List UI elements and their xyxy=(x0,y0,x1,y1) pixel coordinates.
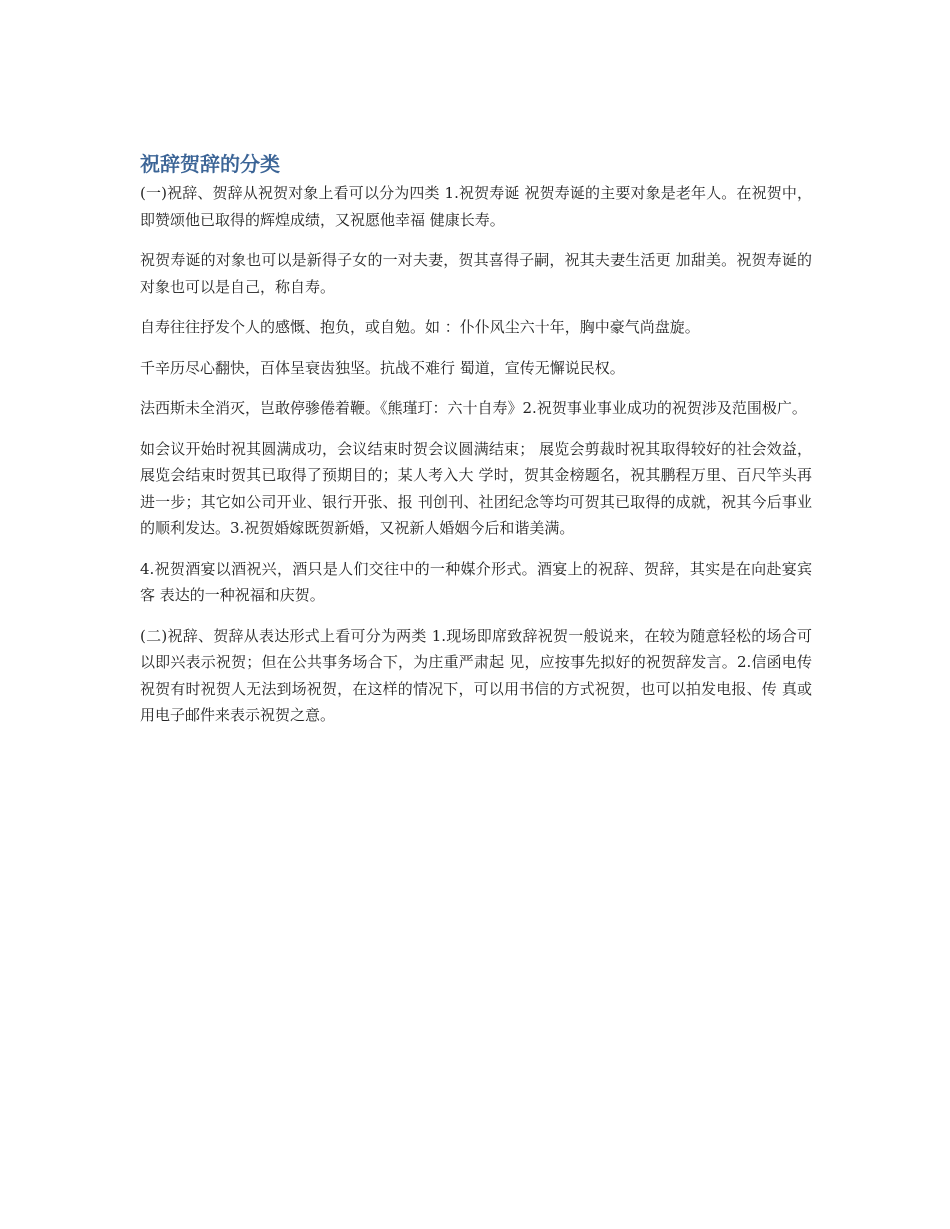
paragraph: 4.祝贺酒宴以酒祝兴，酒只是人们交往中的一种媒介形式。酒宴上的祝辞、贺辞，其实是在向赴宴宾客 表达的一种祝福和庆贺。 xyxy=(140,559,812,604)
paragraph: (一)祝辞、贺辞从祝贺对象上看可以分为四类 1.祝贺寿诞 祝贺寿诞的主要对象是老年人。在祝贺中，即赞颂他已取得的辉煌成绩，又祝愿他幸福 健康长寿。 xyxy=(140,184,812,229)
paragraph: 祝贺寿诞的对象也可以是新得子女的一对夫妻，贺其喜得子嗣，祝其夫妻生活更 加甜美。祝贺寿诞的对象也可以是自己，称自寿。 xyxy=(140,251,812,296)
paragraph: 自寿往往抒发个人的感慨、抱负，或自勉。如 ：仆仆风尘六十年，胸中豪气尚盘旋。 xyxy=(140,318,700,336)
paragraph: 如会议开始时祝其圆满成功，会议结束时贺会议圆满结束； 展览会剪裁时祝其取得较好的社会效益，展览会结束时贺其已取得了预期目的；某人考入大 学时，贺其金榜题名，祝其鹏程万里、百尺竿头再进一步；其它如公司开业、银行开张、报 刊创刊、社团纪念等均可贺其已取得的成就，祝其今后事业的顺利发达。3.祝贺婚嫁既贺新婚，又祝新人婚姻今后和谐美满。 xyxy=(140,439,812,537)
paragraph: 千辛历尽心翻快，百体呈衰齿独坚。抗战不难行 蜀道，宣传无懈说民权。 xyxy=(140,358,625,377)
document-page xyxy=(140,150,812,743)
paragraph: 法西斯未全消灭，岂敢停骖倦着鞭。《熊瑾玎：六十自寿》2.祝贺事业事业成功的祝贺涉及范围极广。 xyxy=(140,399,807,417)
document-title: 祝辞贺辞的分类 xyxy=(140,152,280,176)
paragraph: (二)祝辞、贺辞从表达形式上看可分为两类 1.现场即席致辞祝贺一般说来，在较为随意轻松的场合可以即兴表示祝贺；但在公共事务场合下，为庄重严肃起 见，应按事先拟好的祝贺辞发言。2.信函电传祝贺有时祝贺人无法到场祝贺，在这样的情况下，可以用书信的方式祝贺，也可以拍发电报、传 真或用电子邮件来表示祝贺之意。 xyxy=(140,626,812,724)
